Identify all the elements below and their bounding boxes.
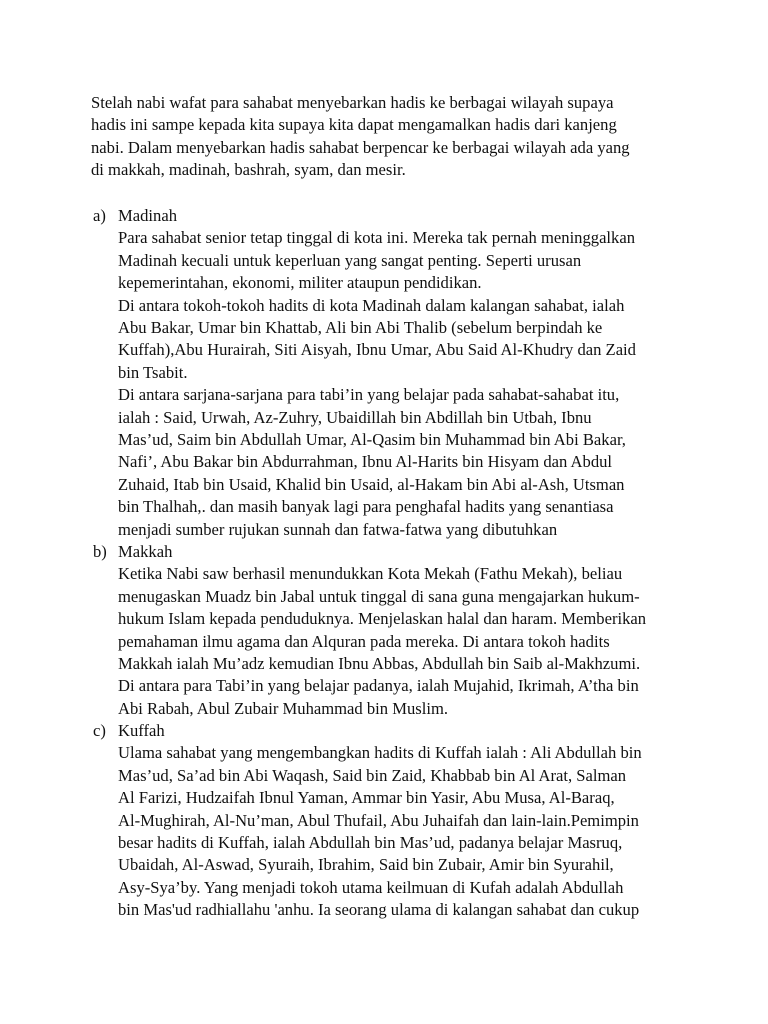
section-line: besar hadits di Kuffah, ialah Abdullah bin Mas’ud, padanya belajar Masruq, [118, 833, 623, 853]
intro-line: nabi. Dalam menyebarkan hadis sahabat berpencar ke berbagai wilayah ada yang [91, 137, 630, 157]
section-heading: Madinah [118, 206, 177, 225]
intro-line: Stelah nabi wafat para sahabat menyebarkan hadis ke berbagai wilayah supaya [91, 93, 614, 112]
section-body [118, 720, 708, 922]
section-line: Mas’ud, Sa’ad bin Abi Waqash, Said bin Zaid, Khabbab bin Al Arat, Salman [118, 765, 627, 785]
section-body [118, 205, 708, 541]
section-line: bin Tsabit. [118, 362, 188, 382]
section-line: pemahaman ilmu agama dan Alquran pada mereka. Di antara tokoh hadits [118, 631, 610, 651]
section-body [118, 541, 708, 720]
list-marker: a) [93, 206, 106, 225]
section-line: bin Mas'ud radhiallahu 'anhu. Ia seorang ulama di kalangan sahabat dan cukup [118, 900, 640, 920]
intro-paragraph [91, 92, 701, 182]
section-line: Kuffah),Abu Hurairah, Siti Aisyah, Ibnu Umar, Abu Said Al-Khudry dan Zaid [118, 340, 636, 360]
section-line: Di antara tokoh-tokoh hadits di kota Madinah dalam kalangan sahabat, ialah [118, 295, 625, 315]
section-heading: Makkah [118, 542, 173, 561]
section-line: hukum Islam kepada penduduknya. Menjelaskan halal dan haram. Memberikan [118, 609, 647, 629]
section-line: Zuhaid, Itab bin Usaid, Khalid bin Usaid, al-Hakam bin Abi al-Ash, Utsman [118, 474, 625, 494]
list-marker: c) [93, 721, 106, 740]
section-line: Para sahabat senior tetap tinggal di kota ini. Mereka tak pernah meninggalkan [118, 228, 635, 248]
intro-line: hadis ini sampe kepada kita supaya kita dapat mengamalkan hadis dari kanjeng [91, 115, 617, 135]
section-line: Ketika Nabi saw berhasil menundukkan Kota Mekah (Fathu Mekah), beliau [118, 564, 623, 584]
section-line: Ubaidah, Al-Aswad, Syuraih, Ibrahim, Said bin Zubair, Amir bin Syurahil, [118, 855, 614, 875]
section-line: Ulama sahabat yang mengembangkan hadits di Kuffah ialah : Ali Abdullah bin [118, 743, 642, 763]
section-line: Di antara sarjana-sarjana para tabi’in yang belajar pada sahabat-sahabat itu, [118, 385, 620, 405]
section-line: ialah : Said, Urwah, Az-Zuhry, Ubaidillah bin Abdillah bin Utbah, Ibnu [118, 407, 592, 427]
section-heading: Kuffah [118, 721, 165, 740]
section-line: Al Farizi, Hudzaifah Ibnul Yaman, Ammar bin Yasir, Abu Musa, Al-Baraq, [118, 788, 615, 808]
section-line: Abi Rabah, Abul Zubair Muhammad bin Muslim. [118, 698, 449, 718]
section-line: bin Thalhah,. dan masih banyak lagi para penghafal hadits yang senantiasa [118, 497, 614, 517]
section-line: Abu Bakar, Umar bin Khattab, Ali bin Abi Thalib (sebelum berpindah ke [118, 318, 603, 338]
section-line: menugaskan Muadz bin Jabal untuk tinggal di sana guna mengajarkan hukum- [118, 586, 640, 606]
section-line: Di antara para Tabi’in yang belajar padanya, ialah Mujahid, Ikrimah, A’tha bin [118, 676, 639, 696]
section-line: Madinah kecuali untuk keperluan yang sangat penting. Seperti urusan [118, 250, 582, 270]
list-marker: b) [93, 542, 107, 561]
section-line: kepemerintahan, ekonomi, militer ataupun pendidikan. [118, 273, 482, 293]
section-line: menjadi sumber rujukan sunnah dan fatwa-fatwa yang dibutuhkan [118, 519, 558, 539]
intro-line: di makkah, madinah, bashrah, syam, dan mesir. [91, 160, 406, 180]
section-line: Al-Mughirah, Al-Nu’man, Abul Thufail, Abu Juhaifah dan lain-lain.Pemimpin [118, 810, 639, 830]
section-line: Makkah ialah Mu’adz kemudian Ibnu Abbas, Abdullah bin Saib al-Makhzumi. [118, 654, 641, 674]
section-line: Asy-Sya’by. Yang menjadi tokoh utama keilmuan di Kufah adalah Abdullah [118, 877, 624, 897]
section-line: Mas’ud, Saim bin Abdullah Umar, Al-Qasim bin Muhammad bin Abi Bakar, [118, 430, 626, 450]
section-line: Nafi’, Abu Bakar bin Abdurrahman, Ibnu Al-Harits bin Hisyam dan Abdul [118, 452, 613, 472]
